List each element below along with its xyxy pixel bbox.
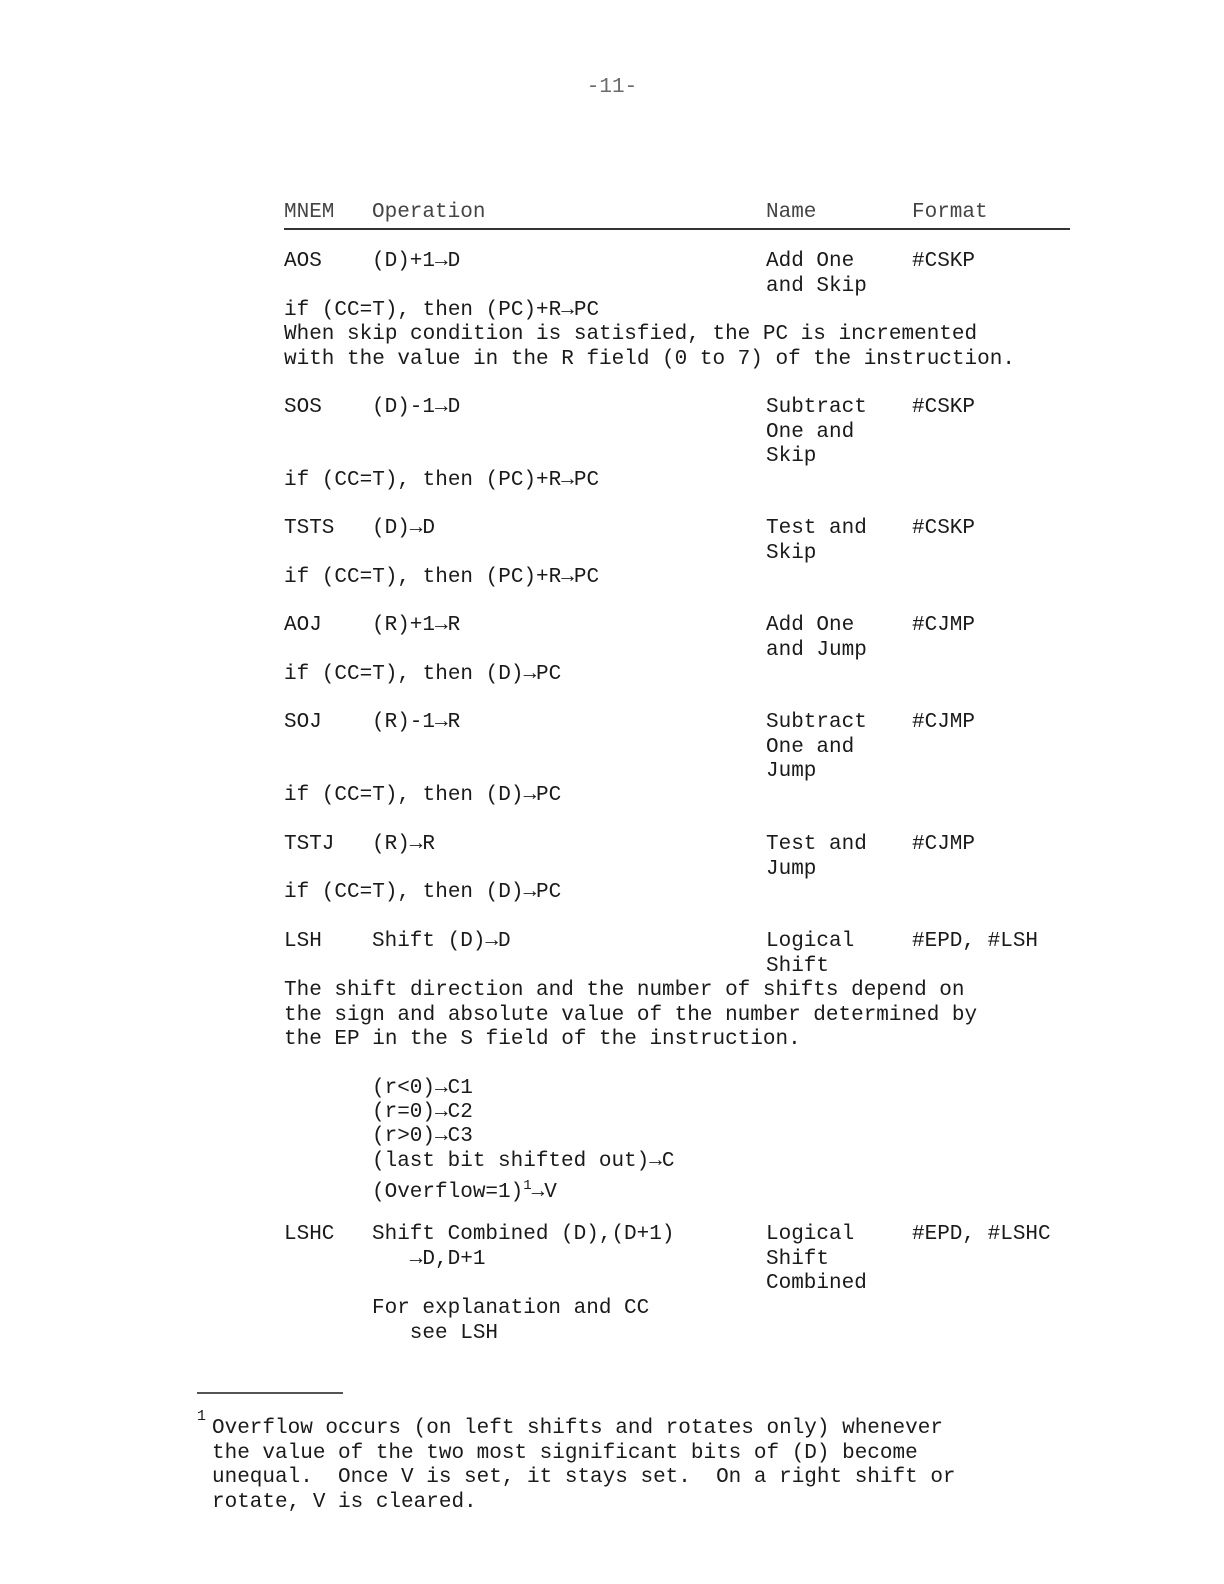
header-rule (284, 228, 1070, 230)
tsts-operation: (D)→D (372, 517, 436, 540)
footnote-marker: 1 (197, 1408, 207, 1425)
aos-format: #CSKP (912, 250, 976, 273)
lshc-note: For explanation and CC see LSH (372, 1297, 650, 1345)
sos-condition: if (CC=T), then (PC)+R→PC (284, 469, 600, 492)
soj-operation: (R)-1→R (372, 711, 461, 734)
lsh-cc-line: (r<0)→C1 (372, 1077, 473, 1100)
aos-condition: if (CC=T), then (PC)+R→PC (284, 299, 600, 322)
lshc-format: #EPD, #LSHC (912, 1223, 1051, 1246)
lshc-operation: Shift Combined (D),(D+1) →D,D+1 (372, 1223, 675, 1271)
lsh-operation: Shift (D)→D (372, 930, 511, 953)
header-mnem: MNEM (284, 201, 335, 224)
lsh-note: The shift direction and the number of shifts depend on the sign and absolute value of the number determined by the EP in the S field of the instruction. (284, 979, 978, 1051)
lshc-name: Logical Shift Combined (766, 1223, 867, 1295)
footnote-text: Overflow occurs (on left shifts and rotates only) whenever the value of the two most significant bits of (D) become unequal. Once V is set, it stays set. On a right shift or rotate, V is cleared. (212, 1417, 956, 1514)
tstj-operation: (R)→R (372, 833, 436, 856)
aos-mnem: AOS (284, 250, 322, 273)
overflow-result: →V (531, 1181, 557, 1204)
tstj-mnem: TSTJ (284, 833, 335, 856)
sos-operation: (D)-1→D (372, 396, 461, 419)
soj-mnem: SOJ (284, 711, 322, 734)
lsh-cc-line: (r=0)→C2 (372, 1101, 473, 1124)
header-operation: Operation (372, 201, 486, 224)
aoj-format: #CJMP (912, 614, 976, 637)
lsh-mnem: LSH (284, 930, 322, 953)
footnote-rule (197, 1392, 343, 1394)
footnote-reference: 1 (523, 1178, 532, 1194)
soj-name: Subtract One and Jump (766, 711, 867, 783)
lsh-name: Logical Shift (766, 930, 855, 978)
tstj-name: Test and Jump (766, 833, 867, 881)
lsh-cc-line: (r>0)→C3 (372, 1125, 473, 1148)
tsts-name: Test and Skip (766, 517, 867, 565)
page-number: -11- (586, 76, 638, 99)
sos-name: Subtract One and Skip (766, 396, 867, 468)
tsts-format: #CSKP (912, 517, 976, 540)
header-format: Format (912, 201, 988, 224)
tstj-format: #CJMP (912, 833, 976, 856)
lshc-mnem: LSHC (284, 1223, 335, 1246)
aos-operation: (D)+1→D (372, 250, 461, 273)
tsts-mnem: TSTS (284, 517, 335, 540)
overflow-text: (Overflow=1) (372, 1181, 524, 1204)
tstj-condition: if (CC=T), then (D)→PC (284, 881, 562, 904)
aos-name: Add One and Skip (766, 250, 867, 298)
lsh-overflow-line (372, 1174, 557, 1206)
aoj-name: Add One and Jump (766, 614, 867, 662)
soj-condition: if (CC=T), then (D)→PC (284, 784, 562, 807)
sos-mnem: SOS (284, 396, 322, 419)
lsh-format: #EPD, #LSH (912, 930, 1039, 953)
header-name: Name (766, 201, 817, 224)
aoj-condition: if (CC=T), then (D)→PC (284, 663, 562, 686)
aos-note: When skip condition is satisfied, the PC is incremented with the value in the R field (0 to 7) of the instruction. (284, 323, 1015, 371)
sos-format: #CSKP (912, 396, 976, 419)
soj-format: #CJMP (912, 711, 976, 734)
aoj-mnem: AOJ (284, 614, 322, 637)
aoj-operation: (R)+1→R (372, 614, 461, 637)
lsh-cc-line: (last bit shifted out)→C (372, 1150, 675, 1173)
tsts-condition: if (CC=T), then (PC)+R→PC (284, 566, 600, 589)
